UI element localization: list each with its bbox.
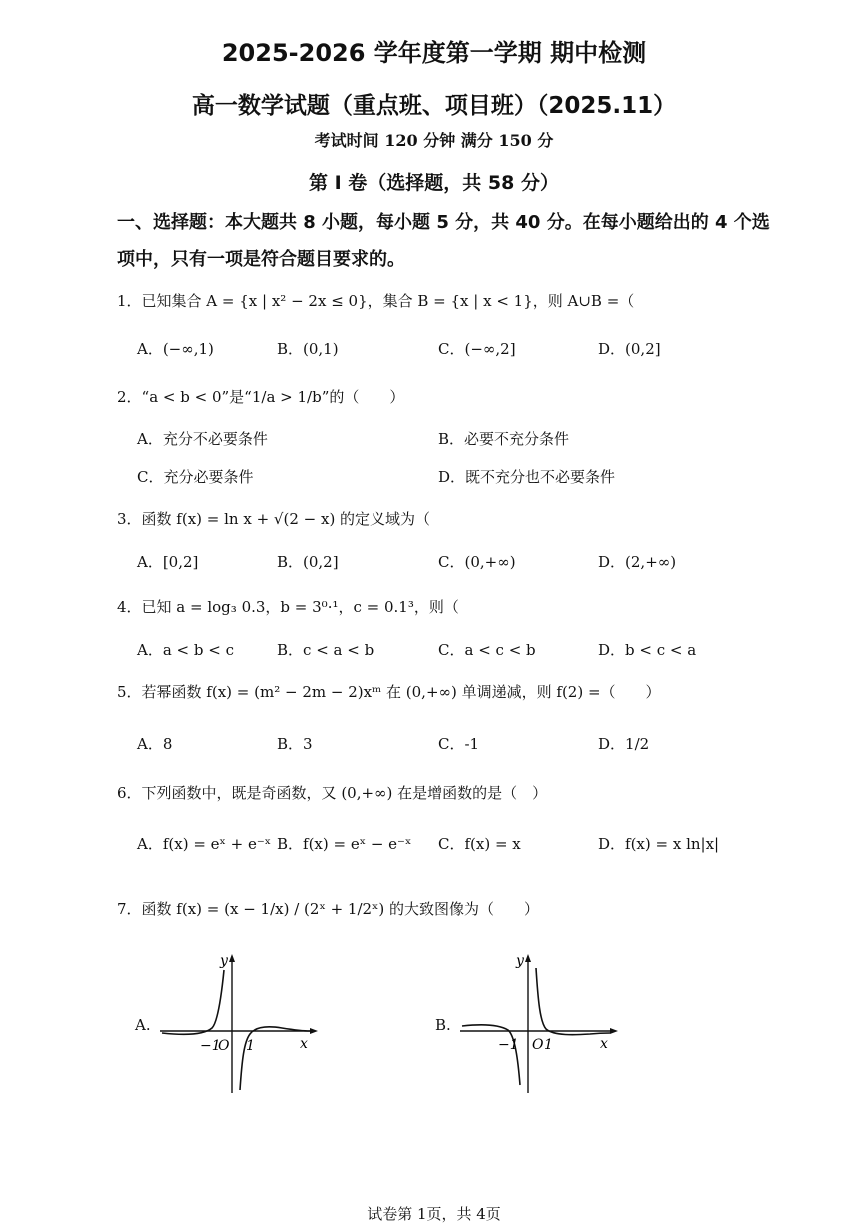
question-5-option-c[interactable]: C．-1 <box>438 735 480 753</box>
graph-a-x-arrow <box>310 1028 318 1034</box>
question-3-option-d[interactable]: D．(2,+∞) <box>598 553 677 571</box>
graph-b-y-arrow <box>525 954 531 962</box>
exam-title: 2025-2026 学年度第一学期 期中检测 <box>221 39 647 67</box>
graph-a-y-label: y <box>220 953 228 969</box>
question-1-stem: 1．已知集合 A = {x | x² − 2x ≤ 0}，集合 B = {x | x < 1}，则 A∪B =（ <box>117 292 635 310</box>
graph-b-y-label: y <box>516 953 524 969</box>
graph-b-x-label: x <box>600 1036 608 1052</box>
graph-b-x-arrow <box>610 1028 618 1034</box>
exam-info: 考试时间 120 分钟 满分 150 分 <box>314 131 554 150</box>
question-6-stem: 6．下列函数中，既是奇函数，又 (0,+∞) 在是增函数的是（ ） <box>117 784 548 802</box>
question-6-option-b[interactable]: B．f(x) = eˣ − e⁻ˣ <box>277 835 412 853</box>
question-3-option-a[interactable]: A．[0,2] <box>137 553 199 571</box>
question-5-option-b[interactable]: B．3 <box>277 735 313 753</box>
graph-b-curve-left <box>462 1025 520 1085</box>
question-2-option-a[interactable]: A．充分不必要条件 <box>137 430 268 448</box>
question-2-option-b[interactable]: B．必要不充分条件 <box>438 430 570 448</box>
question-5-option-d[interactable]: D．1/2 <box>598 735 650 753</box>
graph-a-tick-left: −1 <box>200 1038 221 1054</box>
page-footer: 试卷第 1页，共 4页 <box>367 1205 501 1223</box>
question-1-option-a[interactable]: A．(−∞,1) <box>137 340 214 358</box>
graph-a-tick-right: 1 <box>246 1038 255 1054</box>
question-6-option-a[interactable]: A．f(x) = eˣ + e⁻ˣ <box>137 835 272 853</box>
question-4-stem: 4．已知 a = log₃ 0.3，b = 3⁰·¹，c = 0.1³，则（ <box>117 598 459 616</box>
question-1-option-d[interactable]: D．(0,2] <box>598 340 661 358</box>
question-4-option-d[interactable]: D．b < c < a <box>598 641 697 659</box>
section-instructions-line2: 项中，只有一项是符合题目要求的。 <box>117 249 405 270</box>
graph-b-tick-left: −1 <box>498 1037 519 1053</box>
question-4-option-c[interactable]: C．a < c < b <box>438 641 536 659</box>
question-4-option-a[interactable]: A．a < b < c <box>137 641 234 659</box>
question-6-option-d[interactable]: D．f(x) = x ln|x| <box>598 835 720 853</box>
graph-a <box>160 950 320 1095</box>
graph-a-origin: O <box>218 1038 230 1054</box>
question-5-option-a[interactable]: A．8 <box>137 735 173 753</box>
graph-a-curve-left <box>162 970 224 1034</box>
graph-b-origin: O <box>532 1037 544 1053</box>
graph-a-x-label: x <box>300 1036 308 1052</box>
exam-subtitle: 高一数学试题（重点班、项目班）（2025.11） <box>191 93 677 119</box>
graph-b-curve-right <box>536 968 610 1035</box>
graph-a-y-arrow <box>229 954 235 962</box>
section-instructions-line1: 一、选择题：本大题共 8 小题，每小题 5 分，共 40 分。在每小题给出的 4 个选 <box>117 212 770 233</box>
question-4-option-b[interactable]: B．c < a < b <box>277 641 375 659</box>
question-5-stem: 5．若幂函数 f(x) = (m² − 2m − 2)xᵐ 在 (0,+∞) 单调递减，则 f(2) =（ ） <box>117 683 661 701</box>
question-6-option-c[interactable]: C．f(x) = x <box>438 835 521 853</box>
question-7-option-a[interactable]: A. <box>135 1016 151 1034</box>
question-7-option-b[interactable]: B. <box>435 1016 451 1034</box>
question-3-option-c[interactable]: C．(0,+∞) <box>438 553 516 571</box>
volume-title: 第 I 卷（选择题，共 58 分） <box>309 172 559 194</box>
question-1-option-c[interactable]: C．(−∞,2] <box>438 340 516 358</box>
question-1-option-b[interactable]: B．(0,1) <box>277 340 339 358</box>
question-3-stem: 3．函数 f(x) = ln x + √(2 − x) 的定义域为（ <box>117 510 431 528</box>
question-3-option-b[interactable]: B．(0,2] <box>277 553 339 571</box>
graph-b <box>460 950 620 1095</box>
question-7-stem: 7．函数 f(x) = (x − 1/x) / (2ˣ + 1/2ˣ) 的大致图像为（ ） <box>117 900 540 918</box>
question-2-option-c[interactable]: C．充分必要条件 <box>137 468 254 486</box>
question-2-stem: 2．“a < b < 0”是“1/a > 1/b”的（ ） <box>117 388 405 406</box>
question-2-option-d[interactable]: D．既不充分也不必要条件 <box>438 468 616 486</box>
graph-b-tick-right: 1 <box>544 1037 553 1053</box>
